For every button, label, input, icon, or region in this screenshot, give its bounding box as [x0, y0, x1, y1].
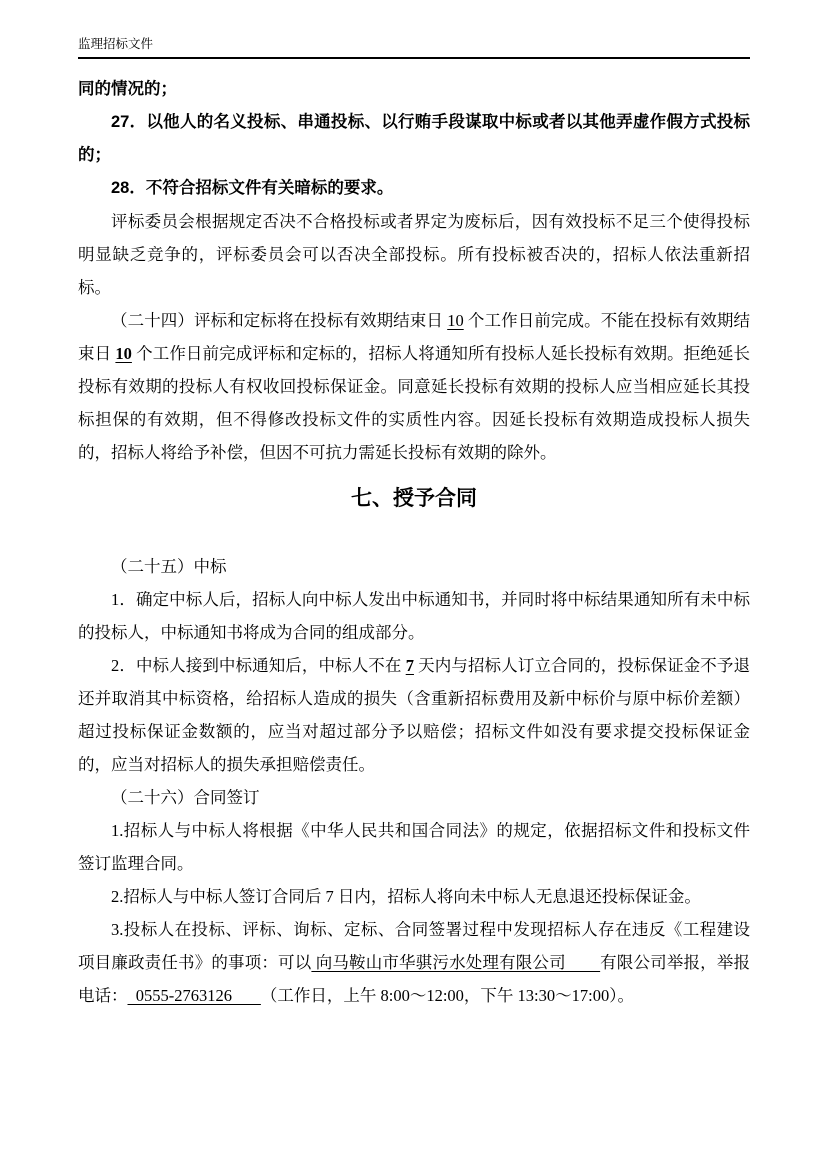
clause-24-text-3: 个工作日前完成评标和定标的，招标人将通知所有投标人延长投标有效期。拒绝延长投标有效期的投标人有权收回投标保证金。同意延长投标有效期的投标人应当相应延长其投标担保的有效期，但不得修改投标文件的实质性内容。因延长投标有效期造成投标人损失的，招标人将给予补偿，但因不可抗力需延长投标有效期的除外。 — [78, 344, 750, 462]
paragraph-item-27: 27．以他人的名义投标、串通投标、以行贿手段谋取中标或者以其他弄虚作假方式投标的； — [78, 113, 750, 164]
paragraph-clause-24 — [78, 304, 750, 469]
paragraph-clause-25-item-1: 1．确定中标人后，招标人向中标人发出中标通知书，并同时将中标结果通知所有未中标的投标人，中标通知书将成为合同的组成部分。 — [78, 590, 750, 642]
clause-26-3-text-2: 有限公司举报，举报电话： — [78, 953, 751, 1005]
clause-25-2-text-1: 2．中标人接到中标通知后，中标人不在 — [111, 656, 406, 675]
paragraph-clause-26-item-1: 1.招标人与中标人将根据《中华人民共和国合同法》的规定，依据招标文件和投标文件签订监理合同。 — [78, 821, 750, 873]
clause-24-underlined-days-2: 10 — [115, 344, 132, 363]
page-header — [78, 36, 750, 59]
paragraph-continuation: 同的情况的； — [78, 80, 177, 98]
page-content — [78, 36, 750, 1012]
clause-26-3-text-1: 3.投标人在投标、评标、询标、定标、合同签署过程中发现招标人存在违反《工程建设项目廉政责任书》的事项：可以 — [78, 920, 750, 972]
clause-25-2-text-2: 天内与招标人订立合同的，投标保证金不予退还并取消其中标资格，给招标人造成的损失（含重新招标费用及新中标价与原中标价差额）超过投标保证金数额的，应当对超过部分予以赔偿；招标文件如没有要求提交投标保证金的，应当对招标人的损失承担赔偿责任。 — [78, 656, 751, 774]
clause-24-text-2: 个工作日前完成。不能在投标有效期结束日 — [78, 311, 751, 363]
paragraph-clause-26-item-2: 2.招标人与中标人签订合同后 7 日内，招标人将向未中标人无息退还投标保证金。 — [111, 887, 701, 906]
document-body — [78, 73, 750, 1012]
paragraph-item-28: 28．不符合招标文件有关暗标的要求。 — [111, 179, 394, 197]
paragraph-clause-25-title: （二十五）中标 — [111, 557, 227, 576]
paragraph-reject-bids: 评标委员会根据规定否决不合格投标或者界定为废标后，因有效投标不足三个使得投标明显缺乏竞争的，评标委员会可以否决全部投标。所有投标被否决的，招标人依法重新招标。 — [78, 212, 750, 297]
clause-24-underlined-days-1: 10 — [447, 311, 464, 330]
clause-26-3-underlined-company: 向马鞍山市华骐污水处理有限公司 — [311, 953, 601, 972]
clause-25-2-underlined-days: 7 — [405, 656, 414, 675]
paragraph-clause-26-item-3 — [78, 913, 750, 1012]
paragraph-clause-26-title: （二十六）合同签订 — [111, 788, 260, 807]
clause-26-3-underlined-phone: 0555-2763126 — [127, 986, 261, 1005]
paragraph-clause-25-item-2 — [78, 649, 750, 781]
clause-24-text-1: （二十四）评标和定标将在投标有效期结束日 — [111, 311, 448, 330]
document-title: 监理招标文件 — [78, 37, 154, 51]
clause-26-3-text-3: （工作日，上午 8:00～12:00，下午 13:30～17:00）。 — [260, 986, 634, 1005]
section-heading-award-contract: 七、授予合同 — [351, 487, 477, 510]
